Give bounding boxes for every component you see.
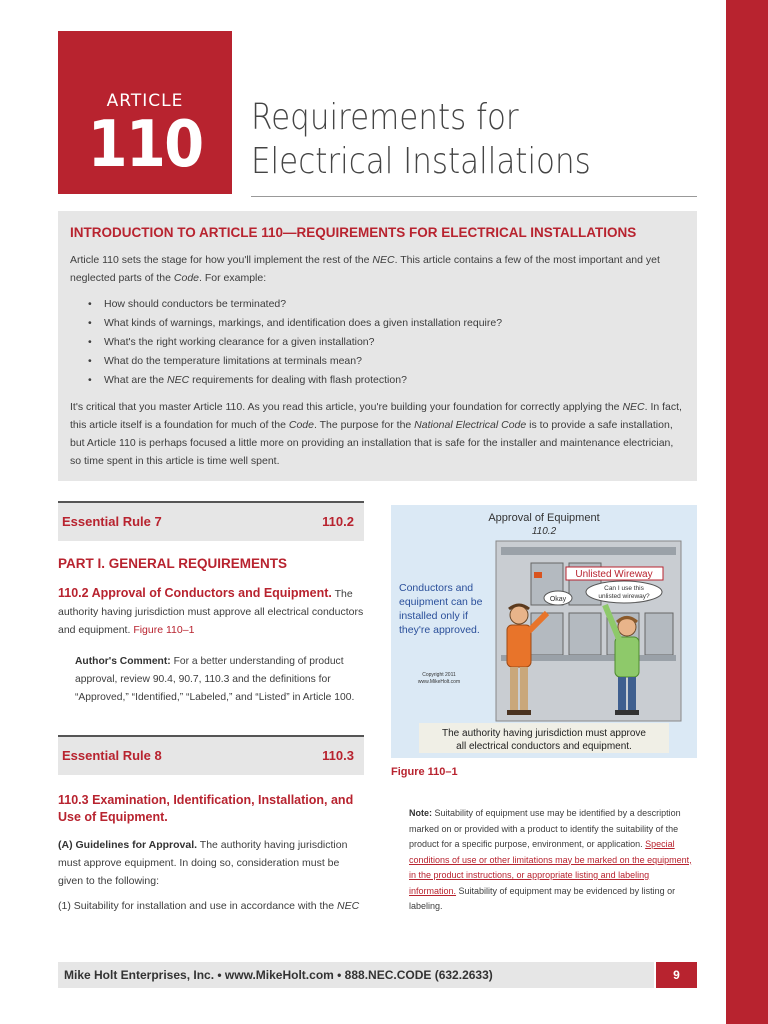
text-run: Suitability of equipment use may be identified by a description marked on or provided with a product to identify the suitability of the product for a specific purpose, environment, or application. <box>409 808 681 849</box>
text-run: requirements for dealing with flash protection? <box>189 374 407 386</box>
text-run: . For example: <box>199 272 267 284</box>
inspector-body-icon <box>507 625 531 667</box>
text-run: NEC <box>622 401 645 413</box>
title-divider <box>251 196 697 197</box>
shoe-icon <box>627 710 639 715</box>
list-item <box>58 897 364 915</box>
text-run: Article 110 sets the stage for how you'll implement the rest of the <box>70 254 373 266</box>
panel-lower-far-right <box>645 613 673 655</box>
essential-rule-7-bar <box>58 501 364 541</box>
section-110-2 <box>58 584 364 639</box>
figure-caption: Figure 110–1 <box>391 766 458 778</box>
subsection-label: (A) Guidelines for Approval. <box>58 839 198 851</box>
list-item <box>88 371 685 390</box>
text-run: What do the temperature limitations at terminals mean? <box>104 355 362 367</box>
figure-reference-link[interactable]: Figure 110–1 <box>133 624 195 636</box>
comment-label: Author's Comment: <box>75 656 171 667</box>
text-run: National Electrical Code <box>414 419 527 431</box>
text-run: . In fact, this article itself is a foundation for much of the <box>70 401 682 431</box>
text-run: The authority having jurisdiction must approve all electrical conductors and equipment. <box>58 588 364 636</box>
rule-label: Essential Rule 7 <box>62 514 162 529</box>
inspector-leg-icon <box>520 667 528 711</box>
part-heading: PART I. GENERAL REQUIREMENTS <box>58 556 288 571</box>
text-run: It's critical that you master Article 110. As you read this article, you're building your foundation for correctly applying the <box>70 401 623 413</box>
intro-question-list <box>88 295 685 390</box>
text-run: NEC <box>336 900 360 912</box>
wireway-label: Unlisted Wireway <box>575 569 653 580</box>
bubble-question-1: Can I use this <box>604 585 644 592</box>
list-item <box>88 352 685 371</box>
title-line-2: Electrical Installations <box>251 141 591 182</box>
rule-section-number: 110.2 <box>322 514 354 529</box>
text-run: (1) Suitability for installation and use in accordance with the <box>58 900 337 912</box>
figure-110-1 <box>391 505 697 758</box>
figure-side-line-1: Conductors and <box>399 582 474 594</box>
intro-paragraph-1 <box>70 251 685 287</box>
list-item <box>88 333 685 352</box>
page-edge-strip <box>726 0 768 1024</box>
approval-illustration <box>391 505 697 758</box>
text-run: How should conductors be terminated? <box>104 298 287 310</box>
section-title: 110.2 Approval of Conductors and Equipment. <box>58 586 332 600</box>
panel-lower-left <box>531 613 563 655</box>
text-run: What are the <box>104 374 168 386</box>
authors-comment <box>75 653 365 707</box>
article-label: ARTICLE <box>106 91 184 111</box>
underlined-change-text: Special conditions of use or other limitations may be marked on the equipment, in the product instructions, or appropriate listing and labeling information. <box>409 839 692 896</box>
figure-title: Approval of Equipment <box>488 512 600 524</box>
upper-wireway <box>501 547 676 555</box>
intro-paragraph-2 <box>70 398 685 470</box>
shoe-icon <box>507 710 519 715</box>
text-run: NEC <box>167 374 190 386</box>
panel-lower-mid <box>569 613 601 655</box>
text-run: is to provide a safe installation, but Article 110 is perhaps focused a little more on providing an installation that is safe for the installer and maintenance electrician, so time spent in this article is time well spent. <box>70 419 674 467</box>
footer-bar: Mike Holt Enterprises, Inc. • www.MikeHolt.com • 888.NEC.CODE (632.2633) <box>58 962 654 988</box>
guideline-a <box>58 836 364 890</box>
essential-rule-8-bar <box>58 735 364 775</box>
article-number: 110 <box>87 108 203 182</box>
introduction-panel <box>58 211 697 481</box>
list-item <box>88 314 685 333</box>
section-title: 110.3 Examination, Identification, Installation, and Use of Equipment. <box>58 793 354 824</box>
page-number: 9 <box>656 962 697 988</box>
inspector-head-icon <box>510 606 528 624</box>
copyright-line-1: Copyright 2011 <box>422 672 456 678</box>
text-run: What's the right working clearance for a given installation? <box>104 336 375 348</box>
figure-bottom-line-1: The authority having jurisdiction must approve <box>442 728 646 739</box>
text-run: . The purpose for the <box>313 419 415 431</box>
text-run: NEC <box>372 254 395 266</box>
note-label: Note: <box>409 808 432 818</box>
text-run: Code <box>173 272 200 284</box>
rule-label: Essential Rule 8 <box>62 748 162 763</box>
electrician-body-icon <box>615 637 639 677</box>
intro-heading: INTRODUCTION TO ARTICLE 110—REQUIREMENTS FOR ELECTRICAL INSTALLATIONS <box>70 225 637 240</box>
bubble-answer: Okay <box>549 596 567 603</box>
figure-side-line-4: they're approved. <box>399 624 480 636</box>
text-run: What kinds of warnings, markings, and identification does a given installation require? <box>104 317 503 329</box>
figure-bottom-line-2: all electrical conductors and equipment. <box>456 741 632 752</box>
list-item <box>88 295 685 314</box>
text-run: Suitability of equipment may be evidenced by listing or labeling. <box>409 885 676 911</box>
text-run: . This article contains a few of the most important and yet neglected parts of the <box>70 254 660 284</box>
text-run: Code <box>288 419 314 431</box>
bubble-question-2: unlisted wireway? <box>598 593 650 600</box>
section-110-3 <box>58 792 364 915</box>
copyright-line-2: www.MikeHolt.com <box>417 679 461 685</box>
page-title <box>251 96 647 184</box>
note-block <box>409 806 697 915</box>
article-badge <box>58 31 232 194</box>
shoe-icon <box>615 710 627 715</box>
title-line-1: Requirements for <box>251 97 519 138</box>
figure-subtitle: 110.2 <box>531 526 557 537</box>
electrician-leg-icon <box>628 677 636 711</box>
electrician-leg-icon <box>618 677 626 711</box>
figure-side-line-3: installed only if <box>399 610 468 622</box>
text-run: The authority having jurisdiction must approve equipment. In doing so, consideration must be given to the following: <box>58 839 348 887</box>
rule-section-number: 110.3 <box>322 748 354 763</box>
text-run: For a better understanding of product approval, review 90.4, 90.7, 110.3 and the definitions for “Approved,” “Identified,” “Labeled,” and “Listed” in Article 100. <box>75 656 355 703</box>
warning-label <box>534 572 542 578</box>
figure-side-line-2: equipment can be <box>399 596 483 608</box>
shoe-icon <box>519 710 531 715</box>
inspector-leg-icon <box>510 667 518 711</box>
